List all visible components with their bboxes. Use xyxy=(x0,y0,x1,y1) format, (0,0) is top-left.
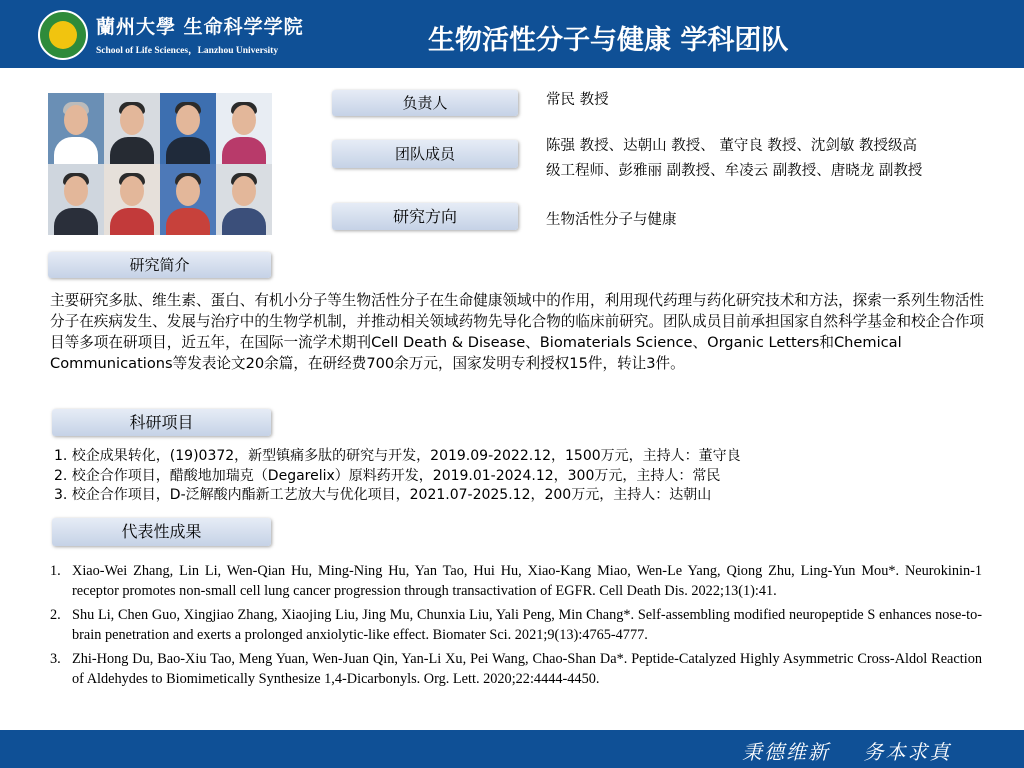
team-photo xyxy=(160,164,216,235)
publications-list xyxy=(50,562,982,695)
university-name-en: School of Life Sciences，Lanzhou University xyxy=(96,46,279,56)
publication-number: 2. xyxy=(50,607,61,624)
header-bar xyxy=(0,0,1024,68)
publication-number: 1. xyxy=(50,563,61,579)
university-logo xyxy=(38,10,88,60)
team-photo xyxy=(104,164,160,235)
page-title: 生物活性分子与健康 学科团队 xyxy=(428,25,789,56)
members-line-1: 陈强 教授、达朝山 教授、 董守良 教授、沈剑敏 教授级高 xyxy=(546,138,918,154)
publication-item xyxy=(50,606,982,645)
publication-item xyxy=(50,562,982,601)
publication-text: Xiao-Wei Zhang, Lin Li, Wen-Qian Hu, Ming-Ning Hu, Yan Tao, Hui Hu, Xiao-Kang Miao, Wen-Le Yang, Qiong Zhu, Ling-Yun Mou*. Neurokinin-1 receptor promotes non-small cell lung cancer progression through transactivation of EGFR. Cell Death Dis. 2022;13(1):41. xyxy=(72,563,982,599)
team-photo xyxy=(104,93,160,164)
direction-label: 研究方向 xyxy=(332,203,518,230)
team-photos xyxy=(48,93,272,235)
publication-text: Zhi-Hong Du, Bao-Xiu Tao, Meng Yuan, Wen-Juan Qin, Yan-Li Xu, Pei Wang, Chao-Shan Da*. Peptide-Catalyzed Highly Asymmetric Cross-Aldol Reaction of Aldehydes to Biomimetically Synthesize 1,4-Dicarbonyls. Org. Lett. 2020;22:4444-4450. xyxy=(72,651,982,687)
members-label: 团队成员 xyxy=(332,140,518,168)
publications-label: 代表性成果 xyxy=(52,518,271,546)
team-photo xyxy=(216,93,272,164)
projects-label: 科研项目 xyxy=(52,409,271,436)
team-photo xyxy=(48,93,104,164)
project-item: 1. 校企成果转化，(19)0372，新型镇痛多肽的研究与开发，2019.09-2022.12，1500万元，主持人：董守良 xyxy=(54,448,741,464)
project-item: 2. 校企合作项目，醋酸地加瑞克（Degarelix）原料药开发，2019.01-2024.12，300万元，主持人：常民 xyxy=(54,467,721,484)
publication-number: 3. xyxy=(50,651,61,668)
team-photo xyxy=(48,164,104,235)
university-name-cn: 蘭州大學 生命科学学院 xyxy=(96,16,304,38)
members-line-2: 级工程师、彭雅丽 副教授、牟凌云 副教授、唐晓龙 副教授 xyxy=(546,163,923,179)
team-photo xyxy=(160,93,216,164)
intro-paragraph: 主要研究多肽、维生素、蛋白、有机小分子等生物活性分子在生命健康领域中的作用，利用现代药理与药化研究技术和方法，探索一系列生物活性分子在疾病发生、发展与治疗中的生物学机制，并推动相关领域药物先导化合物的临床前研究。团队成员目前承担国家自然科学基金和校企合作项目等多项在研项目，近五年，在国际一流学术期刊Cell Death & Disease、Biomaterials Science、Organic Letters和Chemical Communications等发表论文20余篇，在研经费700余万元，国家发明专利授权15件，转让3件。 xyxy=(50,292,985,372)
publication-item xyxy=(50,650,982,689)
projects-list xyxy=(54,447,741,506)
leader-label: 负责人 xyxy=(332,90,518,116)
footer-motto: 秉德维新 务本求真 xyxy=(742,740,952,764)
members-value xyxy=(546,134,1006,184)
leader-value: 常民 教授 xyxy=(546,92,609,108)
team-photo xyxy=(216,164,272,235)
publication-text: Shu Li, Chen Guo, Xingjiao Zhang, Xiaojing Liu, Jing Mu, Chunxia Liu, Yali Peng, Min Chang*. Self-assembling modified neuropeptide S enhances nose-to-brain penetration and exerts a prolonged anxiolytic-like effect. Biomater Sci. 2021;9(13):4765-4777. xyxy=(72,607,982,643)
footer-bar xyxy=(0,730,1024,768)
direction-value: 生物活性分子与健康 xyxy=(546,212,677,228)
project-item: 3. 校企合作项目，D-泛解酸内酯新工艺放大与优化项目，2021.07-2025.12，200万元，主持人：达朝山 xyxy=(54,487,712,503)
intro-label: 研究简介 xyxy=(48,252,271,278)
